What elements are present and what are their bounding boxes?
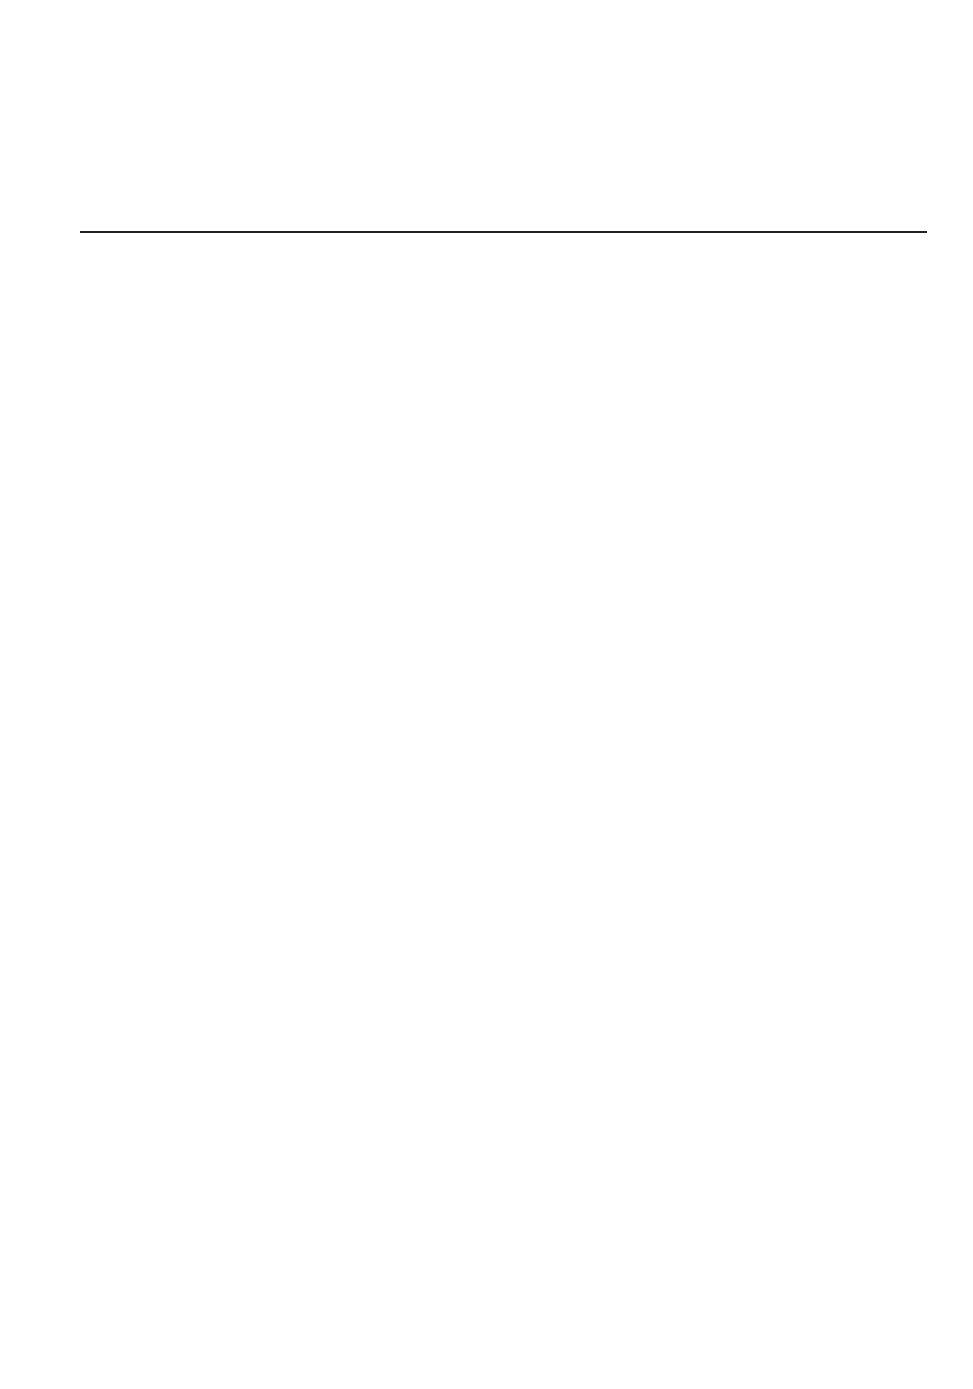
section-divider	[80, 231, 927, 233]
